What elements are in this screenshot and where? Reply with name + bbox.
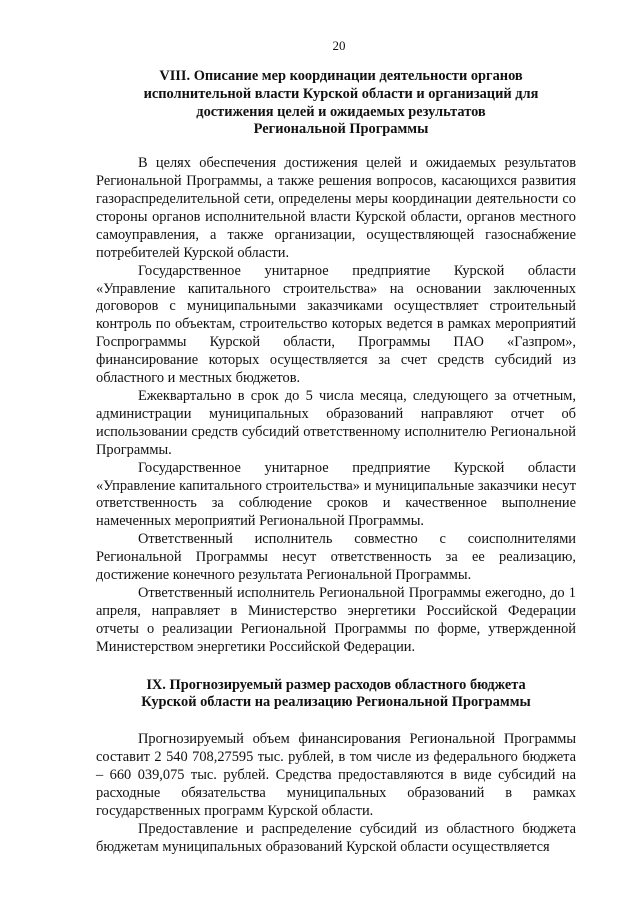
section-8-title-line: достижения целей и ожидаемых результатов [196, 103, 486, 120]
section-8-paragraph: Государственное унитарное предприятие Курской области «Управление капитального строительства» и муниципальные заказчики несут ответственность за соблюдение сроков и качественное выполнение намеченных мероприятий Региональной Программы. [96, 459, 576, 530]
section-8-paragraph: Ответственный исполнитель совместно с соисполнителями Региональной Программы несут ответственность за ее реализацию, достижение конечного результата Региональной Программы. [96, 531, 576, 584]
section-8-paragraph: Ответственный исполнитель Региональной Программы ежегодно, до 1 апреля, направляет в Министерство энергетики Российской Федерации отчеты о реализации Региональной Программы по форме, утвержденной Министерством энергетики Российской Федерации. [96, 584, 576, 655]
section-9-title-line: IX. Прогнозируемый размер расходов областного бюджета [146, 676, 526, 693]
section-9-title-line: Курской области на реализацию Региональной Программы [141, 694, 531, 711]
section-9-paragraph: Прогнозируемый объем финансирования Региональной Программы составит 2 540 708,27595 тыс. рублей, в том числе из федерального бюджета – 660 039,075 тыс. рублей. Средства предоставляются в виде субсидий на расходные обязательства муниципальных образований в рамках государственных программ Курской области. [96, 731, 576, 819]
section-9 [96, 677, 576, 857]
section-8-title-line: VIII. Описание мер координации деятельности органов [159, 68, 523, 84]
section-8-title-line: исполнительной власти Курской области и организаций для [143, 85, 539, 102]
section-8 [96, 68, 576, 657]
section-8-title [96, 68, 576, 139]
section-8-paragraph: В целях обеспечения достижения целей и ожидаемых результатов Региональной Программы, а также решения вопросов, касающихся развития газораспределительной сети, определены меры координации деятельности со стороны органов исполнительной власти Курской области, органов местного самоуправления, а также организации, осуществляющей газоснабжение потребителей Курской области. [96, 155, 576, 261]
section-8-title-line: Региональной Программы [253, 121, 429, 138]
document-page [96, 0, 576, 857]
section-8-paragraph: Государственное унитарное предприятие Курской области «Управление капитального строительства» на основании заключенных договоров с муниципальными заказчиками осуществляет строительный контроль по объектам, строительство которых ведется в рамках мероприятий Госпрограммы Курской области, Программы ПАО «Газпром», финансирование которых осуществляется за счет средств субсидий из областного и местных бюджетов. [96, 262, 576, 387]
page-number: 20 [332, 38, 346, 53]
section-9-title [96, 677, 576, 713]
section-9-paragraph: Предоставление и распределение субсидий из областного бюджета бюджетам муниципальных образований Курской области осуществляется [96, 820, 576, 855]
section-8-paragraph: Ежеквартально в срок до 5 числа месяца, следующего за отчетным, администрации муниципальных образований направляют отчет об использовании средств субсидий ответственному исполнителю Региональной Программы. [96, 387, 576, 458]
